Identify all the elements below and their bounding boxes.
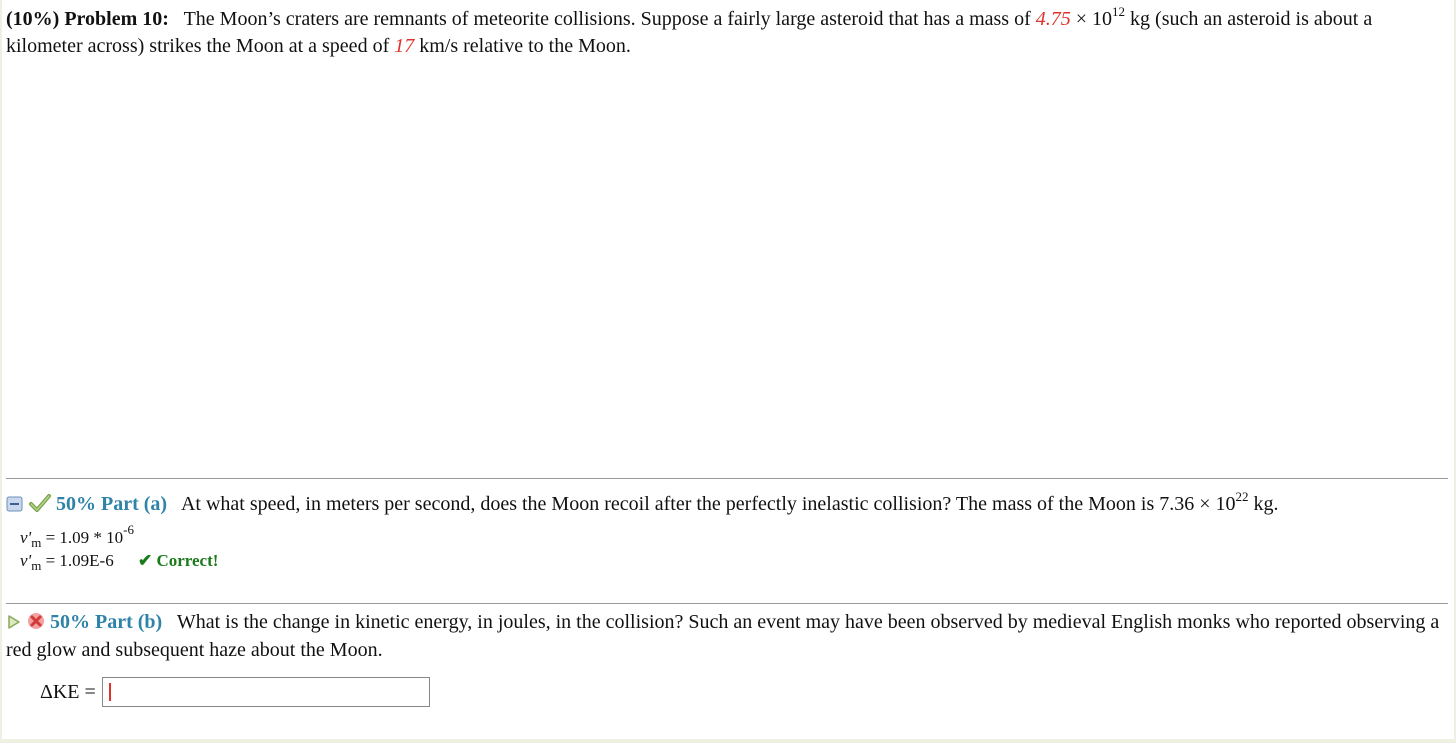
part-a-question-end: kg. xyxy=(1253,493,1279,515)
checkmark-icon xyxy=(29,493,51,519)
expand-arrow-icon[interactable] xyxy=(6,611,22,637)
ke-answer-row xyxy=(40,677,430,707)
problem-label: Problem 10: xyxy=(64,8,169,30)
answer1-exp: -6 xyxy=(123,522,134,537)
divider-part-b xyxy=(6,603,1448,604)
part-a-label[interactable]: 50% Part (a) xyxy=(56,493,168,515)
mass-base: 10 xyxy=(1092,8,1113,30)
ke-input-label: ΔKE = xyxy=(40,680,96,703)
part-b-question: What is the change in kinetic energy, in joules, in the collision? Such an event may have been observed by medieval English monks who reported observing a red glow and subsequent haze about the Moon. xyxy=(6,611,1440,661)
answer-line-1 xyxy=(20,522,134,550)
problem-text-2: kg (such an asteroid is about a kilometer across) strikes the Moon at a speed of xyxy=(6,8,1373,57)
answer2-value: = 1.09E-6 xyxy=(45,551,114,570)
answer-line-2 xyxy=(20,550,218,572)
answer2-sub: m xyxy=(31,558,42,573)
part-b xyxy=(6,609,1446,663)
times-sign: × xyxy=(1075,8,1088,30)
problem-text-3: km/s relative to the Moon. xyxy=(419,35,631,57)
answer2-var: v' xyxy=(20,551,32,570)
speed-value: 17 xyxy=(394,35,415,57)
part-a-question: At what speed, in meters per second, does the Moon recoil after the perfectly inelastic collision? The mass of the Moon is 7.36 × 10 xyxy=(180,493,1236,515)
mass-value: 4.75 xyxy=(1035,8,1071,30)
text-caret xyxy=(109,683,111,701)
incorrect-icon xyxy=(27,611,45,637)
answer1-value: = 1.09 * 10 xyxy=(45,528,124,547)
problem-text-1: The Moon’s craters are remnants of meteorite collisions. Suppose a fairly large asteroid that has a mass of xyxy=(183,8,1031,30)
problem-percent: (10%) xyxy=(6,8,60,30)
answer1-var: v' xyxy=(20,528,32,547)
part-a xyxy=(6,491,1446,519)
correct-badge: ✔ Correct! xyxy=(137,551,219,570)
part-b-label[interactable]: 50% Part (b) xyxy=(50,611,163,633)
answer1-sub: m xyxy=(31,535,42,550)
divider-part-a xyxy=(6,478,1448,479)
ke-input-field[interactable] xyxy=(102,677,430,707)
collapse-icon[interactable] xyxy=(6,493,24,519)
problem-statement xyxy=(6,6,1426,60)
mass-exponent: 12 xyxy=(1112,4,1126,19)
moon-mass-exponent: 22 xyxy=(1235,489,1249,504)
